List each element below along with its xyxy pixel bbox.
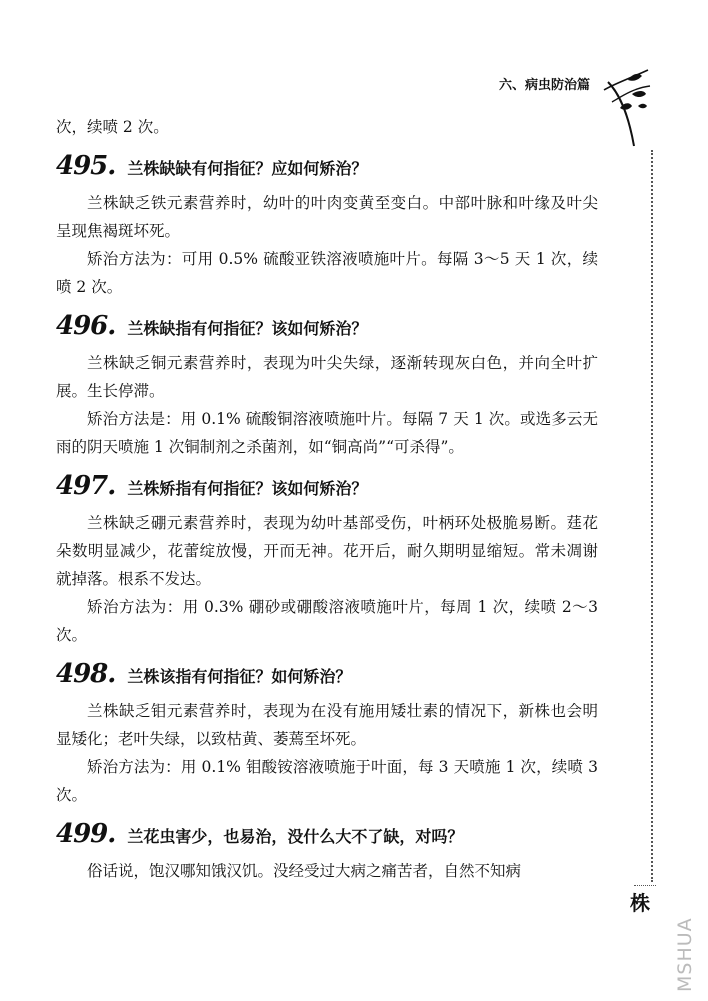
margin-dotted-rule (651, 150, 653, 882)
question-title: 兰株该指有何指征？如何矫治？ (127, 667, 352, 686)
question-heading-497 (56, 471, 598, 501)
question-title: 兰株矫指有何指征？该如何矫治？ (127, 479, 368, 498)
paragraph: 矫治方法是：用 0.1% 硫酸铜溶液喷施叶片。每隔 7 天 1 次。或选多云无雨的阴天喷施 1 次铜制剂之杀菌剂，如“铜高尚”“可杀得”。 (56, 410, 598, 456)
paragraph: 矫治方法为：用 0.3% 硼砂或硼酸溶液喷施叶片，每周 1 次，续喷 2～3 次。 (56, 598, 598, 644)
question-number: 499. (56, 819, 116, 849)
question-title: 兰株缺指有何指征？该如何矫治？ (127, 319, 368, 338)
paragraph: 矫治方法为：用 0.1% 钼酸铵溶液喷施于叶面，每 3 天喷施 1 次，续喷 3 次。 (56, 758, 598, 804)
paragraph: 俗话说，饱汉哪知饿汉饥。没经受过大病之痛苦者，自然不知病 (87, 862, 522, 880)
question-number: 497. (56, 471, 116, 501)
question-heading-495 (56, 151, 598, 181)
question-heading-499 (56, 819, 598, 849)
question-title: 兰株缺缺有何指征？应如何矫治？ (127, 159, 368, 178)
paragraph: 兰株缺乏钼元素营养时，表现为在没有施用矮壮素的情况下，新株也会明显矮化；老叶失绿，以致枯黄、萎蔫至坏死。 (56, 702, 598, 748)
continued-paragraph: 次，续喷 2 次。 (56, 118, 169, 136)
running-header: 六、病虫防治篇 (498, 78, 590, 93)
question-number: 496. (56, 311, 116, 341)
side-tab-label: 株 (630, 891, 650, 915)
question-heading-498 (56, 659, 598, 689)
watermark: MSHUA (674, 917, 696, 992)
paragraph: 兰株缺乏铜元素营养时，表现为叶尖失绿，逐渐转现灰白色，并向全叶扩展。生长停滞。 (56, 354, 598, 400)
orchid-drawing-icon (598, 62, 654, 148)
page-body (56, 113, 598, 885)
question-heading-496 (56, 311, 598, 341)
question-number: 498. (56, 659, 116, 689)
question-number: 495. (56, 151, 116, 181)
question-title: 兰花虫害少，也易治，没什么大不了缺，对吗？ (127, 827, 464, 846)
side-tab-rule (634, 885, 656, 886)
paragraph: 兰株缺乏铁元素营养时，幼叶的叶肉变黄至变白。中部叶脉和叶缘及叶尖呈现焦褐斑坏死。 (56, 194, 598, 240)
paragraph: 矫治方法为：可用 0.5% 硫酸亚铁溶液喷施叶片。每隔 3～5 天 1 次，续喷 2 次。 (56, 250, 598, 296)
paragraph: 兰株缺乏硼元素营养时，表现为幼叶基部受伤，叶柄环处极脆易断。莛花朵数明显减少，花蕾绽放慢，开而无神。花开后，耐久期明显缩短。常未凋谢就掉落。根系不发达。 (56, 514, 598, 588)
